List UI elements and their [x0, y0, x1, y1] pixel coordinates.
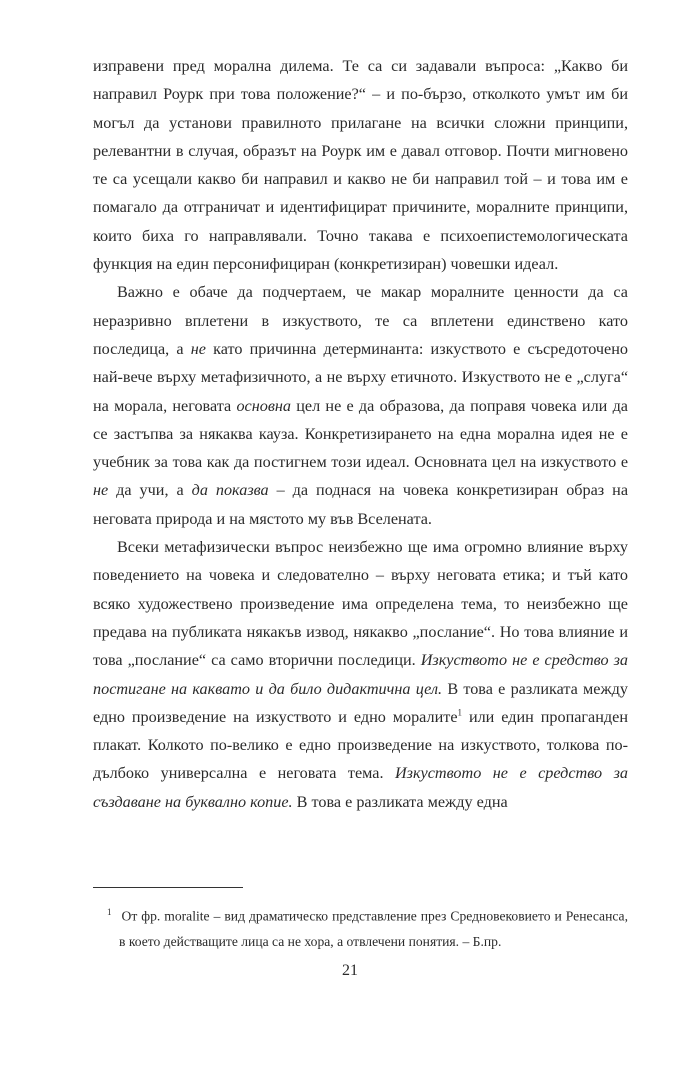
footnote-mark: 1: [107, 907, 112, 917]
footnote: [93, 900, 628, 955]
p2-emphasis-4: да показва: [191, 481, 269, 500]
footnote-text: От фр. moralite – вид драматическо представление през Средновековието и Ренесанса, в което действащите лица са не хора, а отвлечени понятия. – Б.пр.: [119, 908, 628, 950]
p2-text-4: да учи, а: [108, 481, 192, 500]
p2-text-5: – да поднася на човека конкретизиран образ на неговата природа и на мястото му във Вселената.: [93, 481, 629, 528]
p3-text-1: Всеки метафизически въпрос неизбежно ще има огромно влияние върху поведението на човека и следователно – върху неговата етика; и тъй като всяко художествено произведение има определена тема, то неизбежно ще предава на публиката някакъв извод, някакво „послание“. Но това влияние и това „послание“ са само вторични последици.: [93, 538, 628, 670]
paragraph-1: изправени пред морална дилема. Те са си задавали въпроса: „Какво би направил Роурк при това положение?“ – и по-бързо, отколкото умът им би могъл да установи правилното прилагане на всички сложни принципи, релевантни в случая, образът на Роурк им е давал отговор. Почти мигновено те са усещали какво би направил и какво не би направил той – и това им е помагало да отграничат и идентифицират причините, моралните принципи, които биха го направлявали. Точно такава е психоепистемологическата функция на един персонифициран (конкретизиран) човешки идеал.: [93, 57, 628, 274]
p2-text-1: Важно е обаче да подчертаем, че макар моралните ценности да са неразривно вплетени в изкуството, те са вплетени единствено като последица, а: [93, 283, 628, 358]
p3-text-2: В това е разликата между едно произведение на изкуството и едно моралите: [93, 679, 628, 726]
paragraph-2: [93, 278, 628, 533]
p3-text-3: или един пропаганден плакат. Колкото по-велико е едно произведение на изкуството, толкова по-дълбоко универсална е неговата тема.: [93, 707, 628, 783]
p2-text-2: като причинна детерминанта: изкуството е съсредоточено най-вече върху метафизичното, а не върху етичното. Изкуството не е „слуга“ на морала, неговата: [93, 339, 629, 415]
p2-text-3: цел не е да образова, да поправя човека или да се застъпва за някаква кауза. Конкретизирането на една морална идея не е учебник за това как да постигнем този идеал. Основната цел на изкуството е: [93, 396, 628, 472]
footnote-reference[interactable]: 1: [457, 707, 463, 718]
p3-text-4: В това е разликата между една: [292, 792, 508, 811]
p3-emphasis-1: Изкуството не е средство за постигане на каквато и да било дидактична цел.: [93, 651, 628, 698]
p3-emphasis-2: Изкуството не е средство за създаване на буквално копие.: [93, 764, 628, 811]
p2-emphasis-1: не: [190, 339, 206, 358]
body-text: [93, 52, 628, 816]
page-number: 21: [342, 962, 358, 979]
p2-emphasis-2: основна: [236, 396, 292, 415]
footnote-divider: [93, 887, 243, 888]
p2-emphasis-3: не: [93, 481, 109, 500]
paragraph-3: [93, 533, 628, 816]
